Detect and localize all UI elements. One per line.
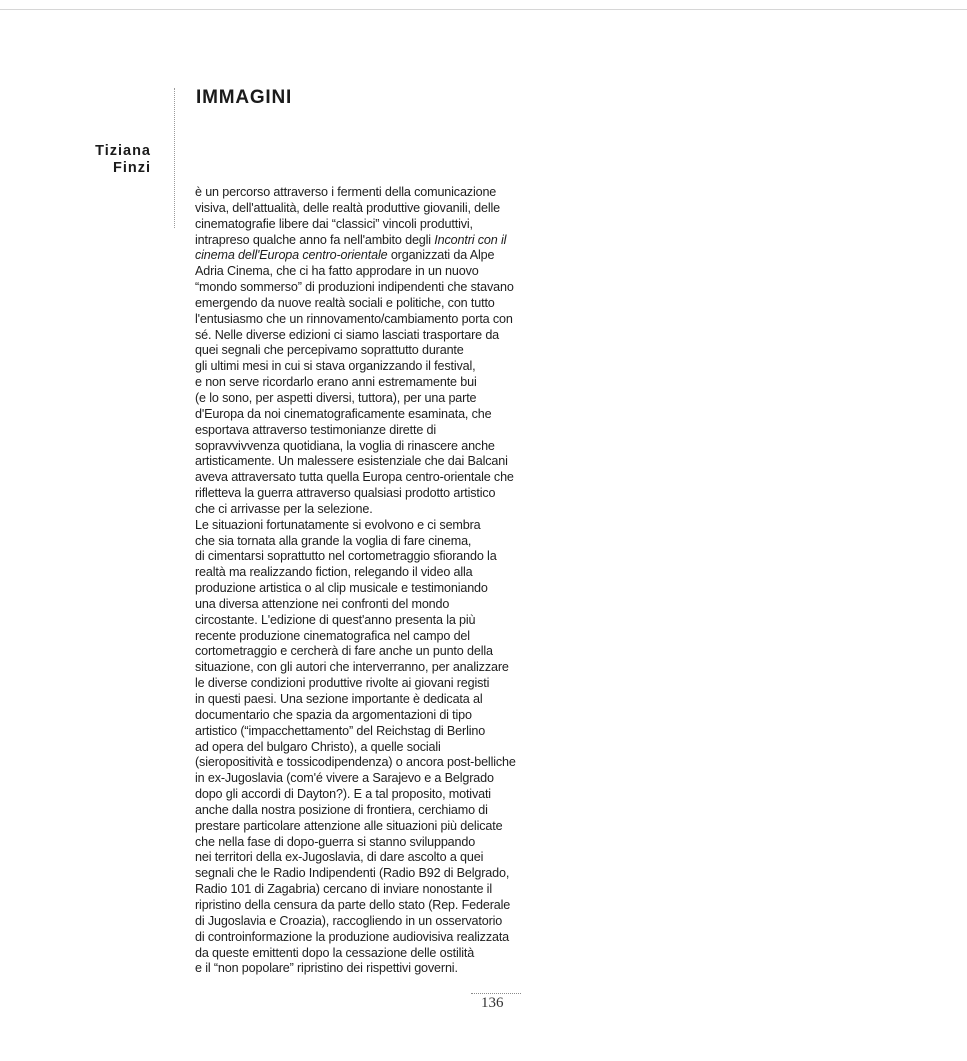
body-line bbox=[195, 660, 535, 676]
text-segment: recente produzione cinematografica nel campo del bbox=[195, 628, 470, 643]
body-line bbox=[195, 581, 535, 597]
body-line bbox=[195, 803, 535, 819]
body-line bbox=[195, 961, 535, 977]
text-segment: le diverse condizioni produttive rivolte ai giovani registi bbox=[195, 676, 490, 691]
body-line bbox=[195, 676, 535, 692]
body-line bbox=[195, 486, 535, 502]
body-line bbox=[195, 771, 535, 787]
text-segment: (sieropositività e tossicodipendenza) o ancora post-belliche bbox=[195, 755, 516, 770]
text-segment: Le situazioni fortunatamente si evolvono e ci sembra bbox=[195, 517, 481, 532]
text-segment: gli ultimi mesi in cui si stava organizzando il festival, bbox=[195, 359, 476, 374]
text-segment: artistico (“impacchettamento” del Reichstag di Berlino bbox=[195, 723, 486, 738]
body-line bbox=[195, 835, 535, 851]
italic-segment: Incontri con il bbox=[434, 232, 507, 247]
body-line bbox=[195, 866, 535, 882]
text-segment: cortometraggio e cercherà di fare anche un punto della bbox=[195, 644, 493, 659]
body-line bbox=[195, 185, 535, 201]
text-segment: documentario che spazia da argomentazioni di tipo bbox=[195, 707, 472, 722]
body-line bbox=[195, 898, 535, 914]
text-segment: sopravvivvenza quotidiana, la voglia di rinascere anche bbox=[195, 438, 495, 453]
text-segment: in ex-Jugoslavia (com'é vivere a Sarajevo e a Belgrado bbox=[195, 771, 494, 786]
text-segment: nei territori della ex-Jugoslavia, di dare ascolto a quei bbox=[195, 850, 484, 865]
text-segment: (e lo sono, per aspetti diversi, tuttora), per una parte bbox=[195, 390, 477, 405]
text-segment: di controinformazione la produzione audiovisiva realizzata bbox=[195, 929, 510, 944]
body-line bbox=[195, 613, 535, 629]
top-rule bbox=[0, 9, 967, 10]
text-segment: circostante. L'edizione di quest'anno presenta la più bbox=[195, 612, 476, 627]
body-line bbox=[195, 407, 535, 423]
text-segment: “mondo sommerso” di produzioni indipendenti che stavano bbox=[195, 280, 514, 295]
folio-rule bbox=[471, 993, 521, 994]
body-line bbox=[195, 423, 535, 439]
text-segment: Radio 101 di Zagabria) cercano di inviare nonostante il bbox=[195, 882, 492, 897]
italic-segment: cinema dell'Europa centro-orientale bbox=[195, 248, 388, 263]
text-segment: organizzati da Alpe bbox=[387, 248, 495, 263]
body-line bbox=[195, 248, 535, 264]
text-segment: rifletteva la guerra attraverso qualsiasi prodotto artistico bbox=[195, 486, 496, 501]
body-line bbox=[195, 629, 535, 645]
margin-dotted-rule bbox=[174, 88, 175, 228]
text-segment: quei segnali che percepivamo soprattutto durante bbox=[195, 343, 464, 358]
text-segment: produzione artistica o al clip musicale e testimoniando bbox=[195, 581, 488, 596]
body-line bbox=[195, 217, 535, 233]
body-line bbox=[195, 454, 535, 470]
body-text bbox=[195, 185, 535, 977]
body-line bbox=[195, 692, 535, 708]
body-line bbox=[195, 264, 535, 280]
body-line bbox=[195, 914, 535, 930]
body-line bbox=[195, 470, 535, 486]
body-line bbox=[195, 819, 535, 835]
body-line bbox=[195, 502, 535, 518]
body-line bbox=[195, 724, 535, 740]
body-line bbox=[195, 787, 535, 803]
text-segment: visiva, dell'attualità, delle realtà produttive giovanili, delle bbox=[195, 200, 501, 215]
text-segment: esportava attraverso testimonianze dirette di bbox=[195, 422, 437, 437]
body-line bbox=[195, 518, 535, 534]
body-line bbox=[195, 930, 535, 946]
text-segment: ad opera del bulgaro Christo), a quelle sociali bbox=[195, 739, 441, 754]
text-segment: prestare particolare attenzione alle situazioni più delicate bbox=[195, 818, 503, 833]
body-line bbox=[195, 850, 535, 866]
text-segment: aveva attraversato tutta quella Europa centro-orientale che bbox=[195, 470, 514, 485]
text-segment: sé. Nelle diverse edizioni ci siamo lasciati trasportare da bbox=[195, 327, 500, 342]
body-line bbox=[195, 565, 535, 581]
page-number: 136 bbox=[481, 995, 504, 1011]
body-line bbox=[195, 708, 535, 724]
text-segment: che sia tornata alla grande la voglia di fare cinema, bbox=[195, 533, 472, 548]
body-line bbox=[195, 534, 535, 550]
text-segment: è un percorso attraverso i fermenti della comunicazione bbox=[195, 185, 497, 199]
text-segment: situazione, con gli autori che interverranno, per analizzare bbox=[195, 660, 509, 675]
text-segment: di cimentarsi soprattutto nel cortometraggio sfiorando la bbox=[195, 549, 497, 564]
body-line bbox=[195, 740, 535, 756]
body-line bbox=[195, 375, 535, 391]
body-line bbox=[195, 882, 535, 898]
text-segment: d'Europa da noi cinematograficamente esaminata, che bbox=[195, 406, 492, 421]
body-line bbox=[195, 296, 535, 312]
text-segment: l'entusiasmo che un rinnovamento/cambiamento porta con bbox=[195, 311, 513, 326]
text-segment: emergendo da nuove realtà sociali e politiche, con tutto bbox=[195, 295, 495, 310]
text-segment: di Jugoslavia e Croazia), raccogliendo in un osservatorio bbox=[195, 913, 503, 928]
text-segment: e il “non popolare” ripristino dei rispettivi governi. bbox=[195, 961, 458, 976]
body-line bbox=[195, 359, 535, 375]
text-segment: segnali che le Radio Indipendenti (Radio B92 di Belgrado, bbox=[195, 866, 510, 881]
text-segment: Adria Cinema, che ci ha fatto approdare in un nuovo bbox=[195, 264, 479, 279]
text-segment: da queste emittenti dopo la cessazione delle ostilità bbox=[195, 945, 475, 960]
author-name bbox=[31, 143, 151, 177]
text-segment: anche dalla nostra posizione di frontiera, cerchiamo di bbox=[195, 802, 488, 817]
text-segment: intrapreso qualche anno fa nell'ambito degli bbox=[195, 232, 435, 247]
text-segment: realtà ma realizzando fiction, relegando il video alla bbox=[195, 565, 473, 580]
body-line bbox=[195, 549, 535, 565]
body-line bbox=[195, 597, 535, 613]
text-segment: artisticamente. Un malessere esistenziale che dai Balcani bbox=[195, 454, 508, 469]
text-segment: una diversa attenzione nei confronti del mondo bbox=[195, 596, 450, 611]
body-line bbox=[195, 946, 535, 962]
body-line bbox=[195, 280, 535, 296]
text-segment: e non serve ricordarlo erano anni estremamente bui bbox=[195, 375, 477, 390]
author-first-name: Tiziana bbox=[95, 143, 151, 159]
text-segment: ripristino della censura da parte dello stato (Rep. Federale bbox=[195, 897, 511, 912]
author-last-name: Finzi bbox=[112, 160, 151, 176]
text-segment: cinematografie libere dai “classici” vincoli produttivi, bbox=[195, 216, 473, 231]
body-line bbox=[195, 328, 535, 344]
text-segment: che ci arrivasse per la selezione. bbox=[195, 501, 373, 516]
body-line bbox=[195, 343, 535, 359]
body-line bbox=[195, 312, 535, 328]
text-segment: che nella fase di dopo-guerra si stanno sviluppando bbox=[195, 834, 476, 849]
body-line bbox=[195, 233, 535, 249]
text-segment: in questi paesi. Una sezione importante è dedicata al bbox=[195, 692, 483, 706]
body-line bbox=[195, 644, 535, 660]
body-line bbox=[195, 439, 535, 455]
section-title: IMMAGINI bbox=[196, 87, 293, 108]
body-line bbox=[195, 201, 535, 217]
body-line bbox=[195, 755, 535, 771]
text-segment: dopo gli accordi di Dayton?). E a tal proposito, motivati bbox=[195, 787, 491, 802]
body-line bbox=[195, 391, 535, 407]
